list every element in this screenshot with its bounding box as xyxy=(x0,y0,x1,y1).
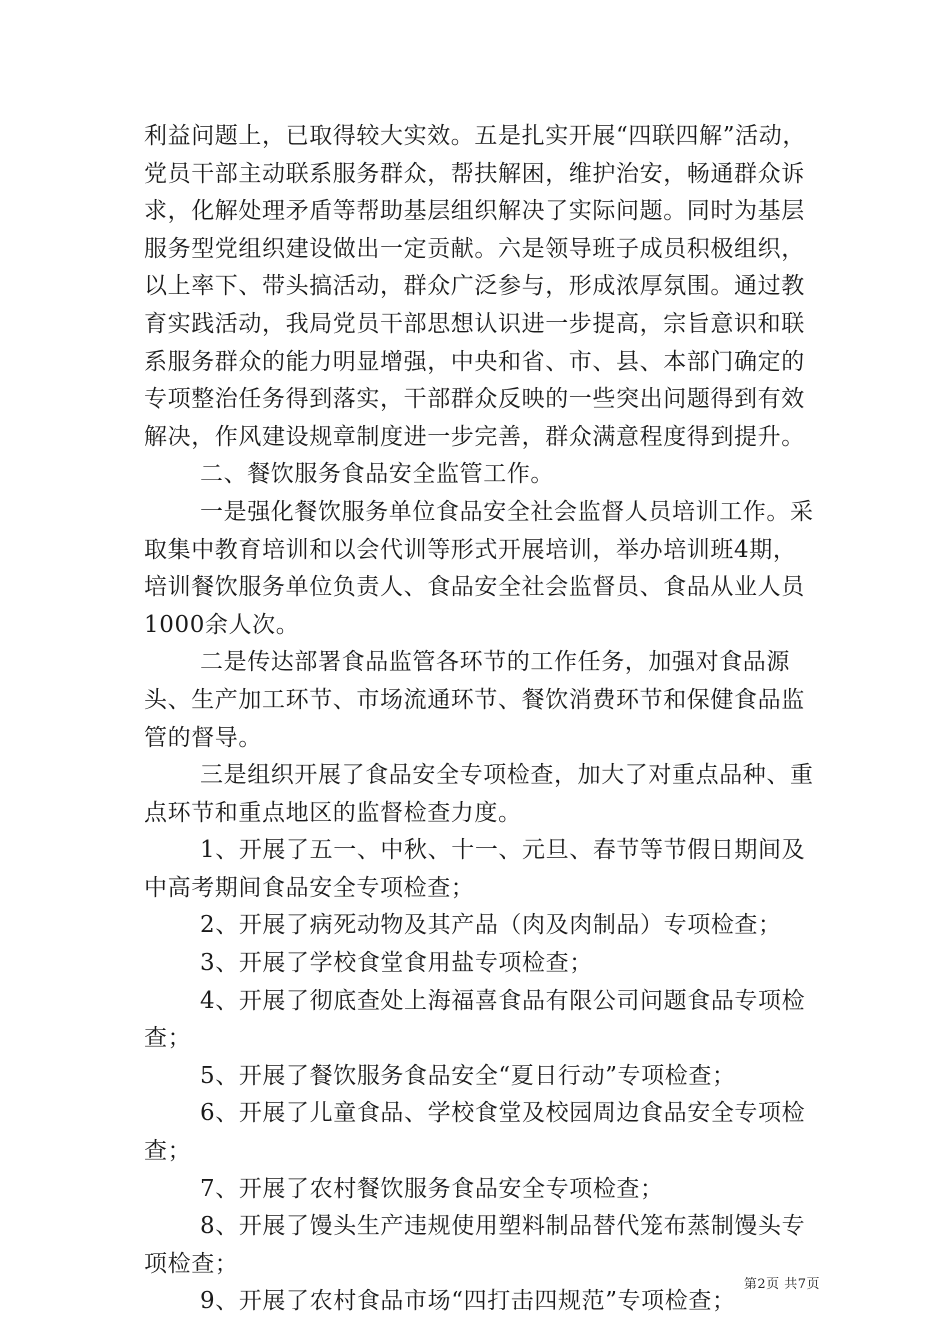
list-item: 7、开展了农村餐饮服务食品安全专项检查； xyxy=(200,1175,664,1202)
paragraph-training: 一是强化餐饮服务单位食品安全社会监督人员培训工作。采取集中教育培训和以会代训等形式开展培训，举办培训班4期，培训餐饮服务单位负责人、食品安全社会监督员、食品从业人员1000余人次。 xyxy=(144,498,814,638)
list-item: 5、开展了餐饮服务食品安全“夏日行动”专项检查； xyxy=(200,1062,736,1089)
paragraph-continuation: 利益问题上，已取得较大实效。五是扎实开展“四联四解”活动，党员干部主动联系服务群众，帮扶解困，维护治安，畅通群众诉求，化解处理矛盾等帮助基层组织解决了实际问题。同时为基层服务型党组织建设做出一定贡献。六是领导班子成员积极组织，以上率下、带头搞活动，群众广泛参与，形成浓厚氛围。通过教育实践活动，我局党员干部思想认识进一步提高，宗旨意识和联系服务群众的能力明显增强，中央和省、市、县、本部门确定的专项整治任务得到落实，干部群众反映的一些突出问题得到有效解决，作风建设规章制度进一步完善，群众满意程度得到提升。 xyxy=(144,123,806,450)
list-item: 3、开展了学校食堂食用盐专项检查； xyxy=(200,950,593,977)
paragraph-inspection: 三是组织开展了食品安全专项检查，加大了对重点品种、重点环节和重点地区的监督检查力度。 xyxy=(144,762,814,826)
list-item: 9、开展了农村食品市场“四打击四规范”专项检查； xyxy=(200,1288,736,1315)
list-item: 2、开展了病死动物及其产品（肉及肉制品）专项检查； xyxy=(200,912,782,939)
page-number-footer: 第2页 共7页 xyxy=(743,1277,820,1292)
section-heading: 二、餐饮服务食品安全监管工作。 xyxy=(200,461,554,488)
list-item: 1、开展了五一、中秋、十一、元旦、春节等节假日期间及中高考期间食品安全专项检查； xyxy=(144,837,806,901)
paragraph-deployment: 二是传达部署食品监管各环节的工作任务，加强对食品源头、生产加工环节、市场流通环节、餐饮消费环节和保健食品监管的督导。 xyxy=(144,649,805,751)
list-item: 4、开展了彻底查处上海福喜食品有限公司问题食品专项检查； xyxy=(144,987,806,1052)
list-item: 8、开展了馒头生产违规使用塑料制品替代笼布蒸制馒头专项检查； xyxy=(144,1213,806,1277)
list-item: 6、开展了儿童食品、学校食堂及校园周边食品安全专项检查； xyxy=(144,1100,806,1165)
document-body xyxy=(144,118,816,1321)
